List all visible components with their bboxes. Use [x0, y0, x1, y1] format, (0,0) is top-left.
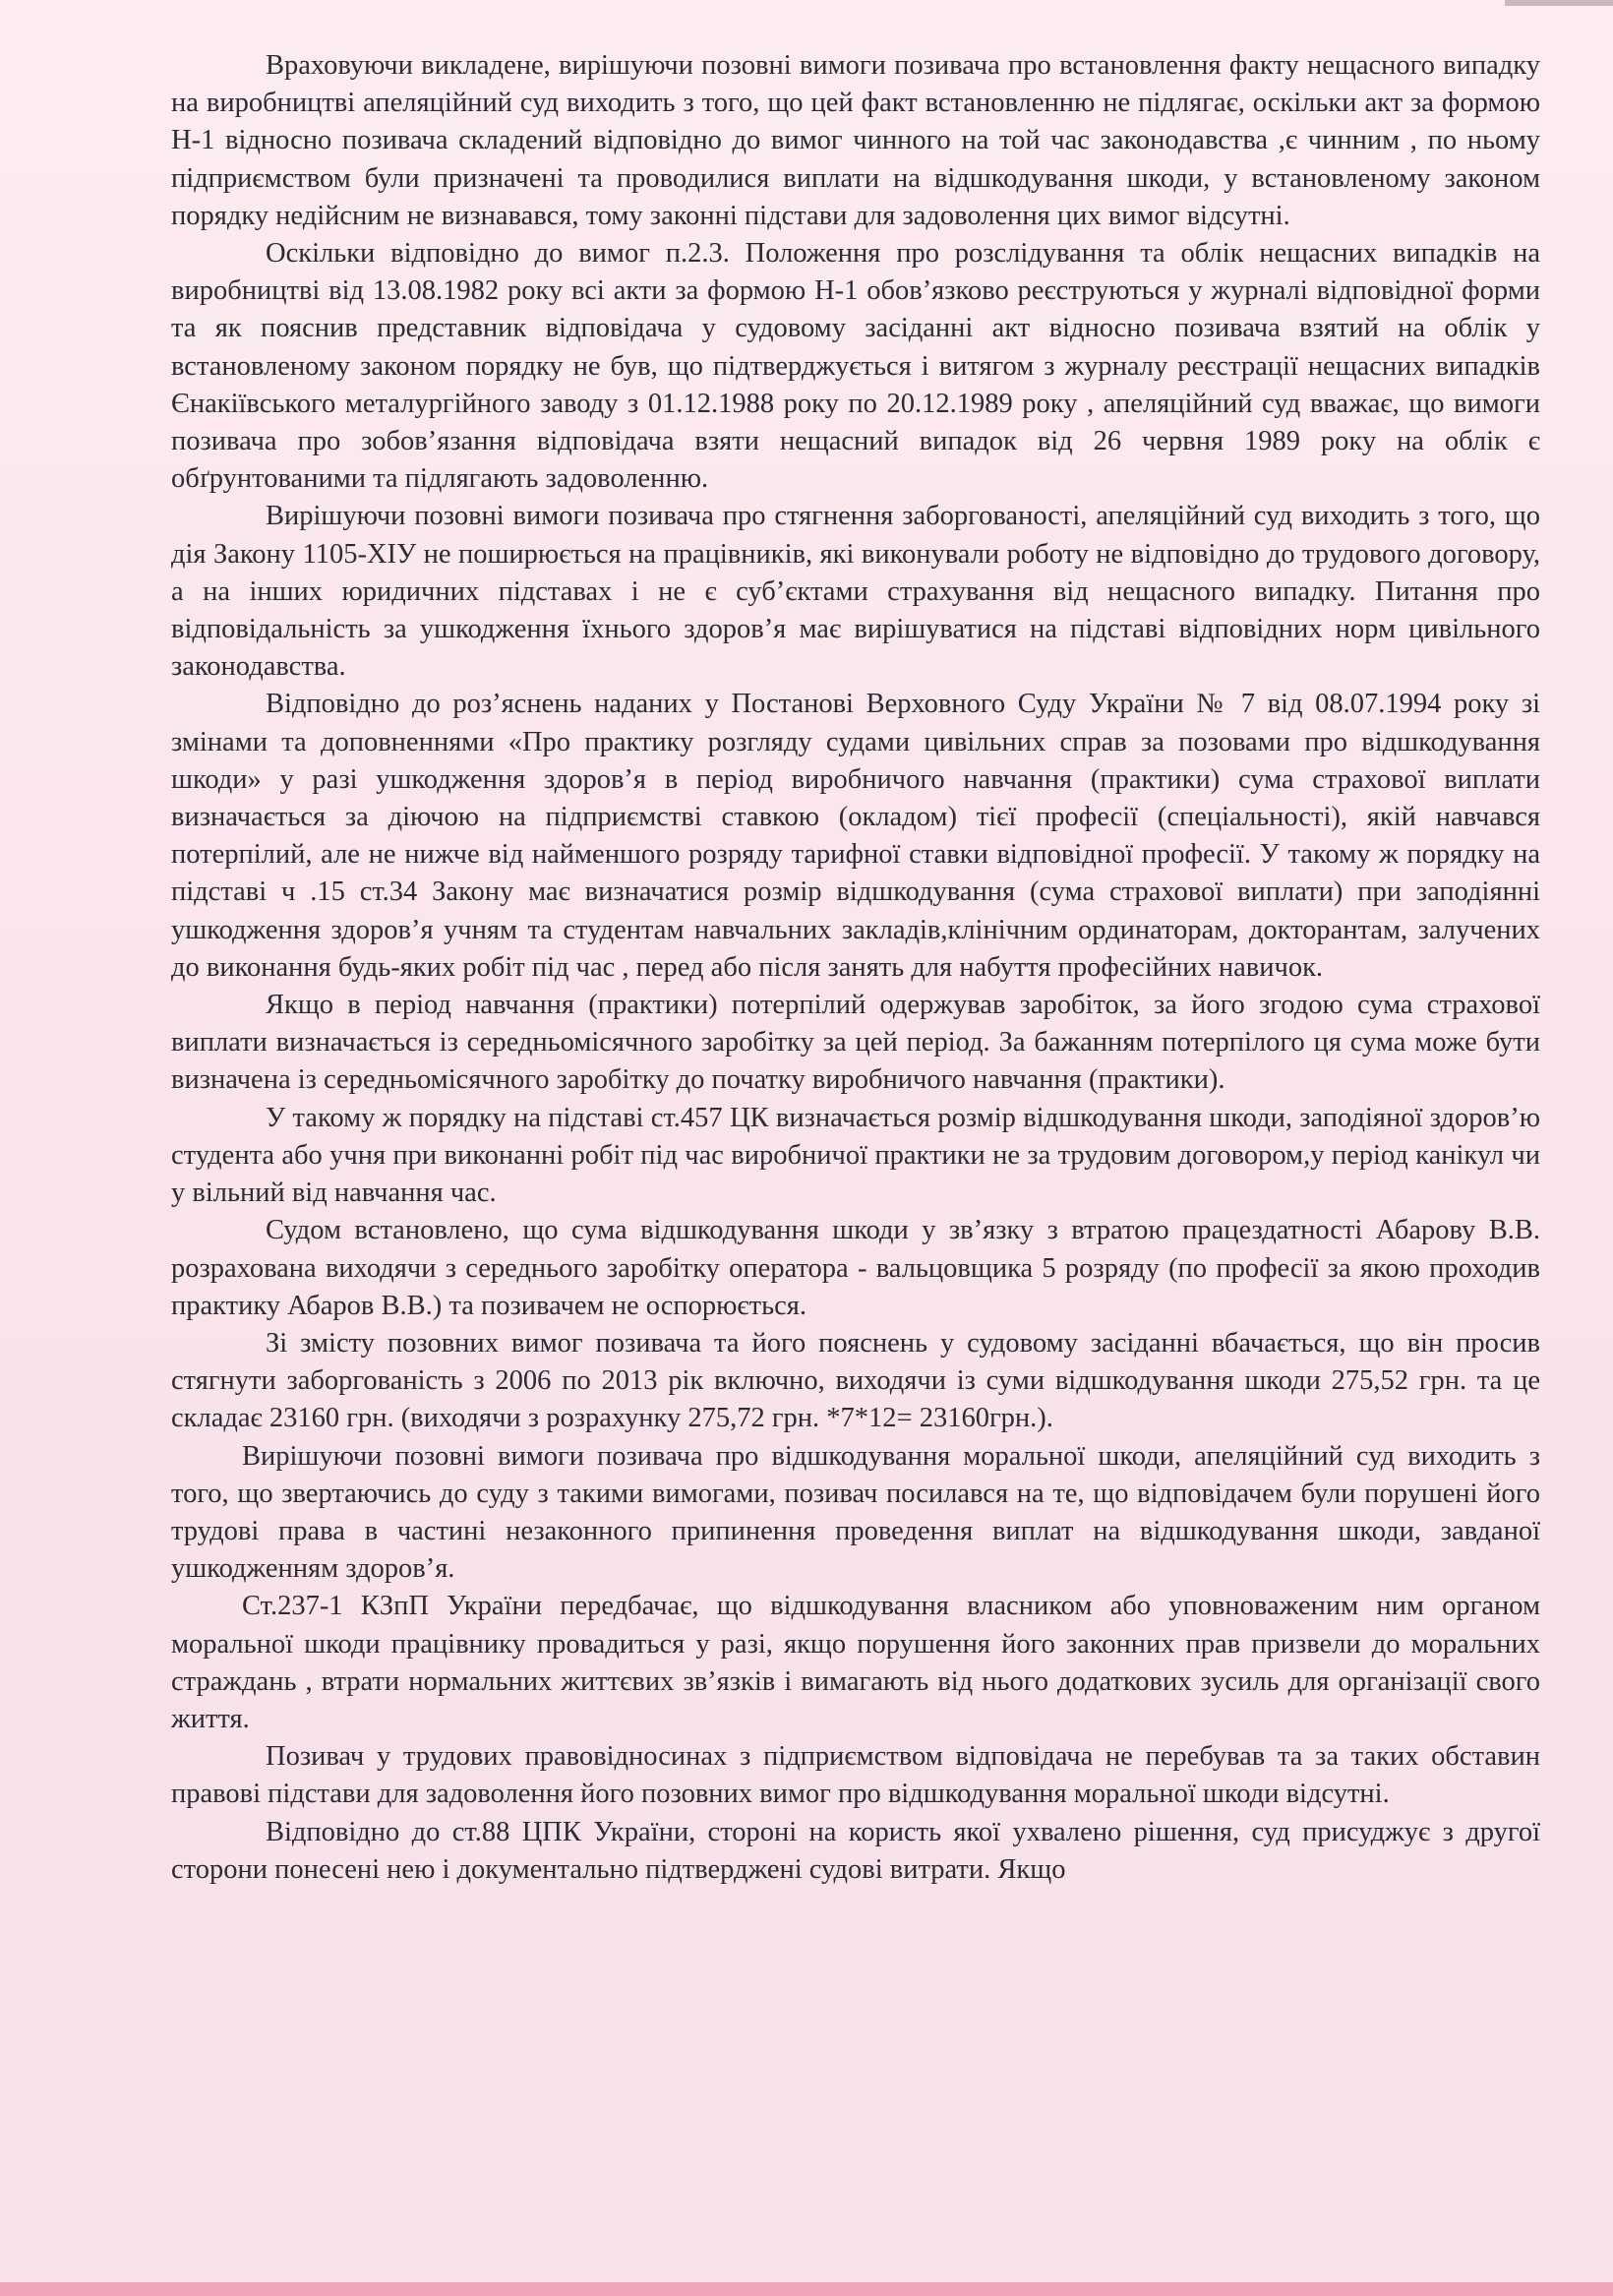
paragraph-12: Відповідно до ст.88 ЦПК України, стороні на користь якої ухвалено рішення, суд присуджує з другої сторони понесені нею і документально підтверджені судові витрати. Якщо [171, 1816, 1540, 1885]
scan-edge-bottom [0, 2282, 1613, 2296]
paragraph-1: Враховуючи викладене, вирішуючи позовні вимоги позивача про встановлення факту нещасного випадку на виробництві апеляційний суд виходить з того, що цей факт встановленню не підлягає, оскільки акт за формою Н-1 відносно позивача складений відповідно до вимог чинного на той час законодавства ,є чинним , по ньому підприємством були призначені та проводилися виплати на відшкодування шкоди, у встановленому законом порядку недійсним не визнавався, тому законні підстави для задоволення цих вимог відсутні. [171, 50, 1540, 231]
paragraph-8: Зі змісту позовних вимог позивача та його пояснень у судовому засіданні вбачається, що він просив стягнути заборгованість з 2006 по 2013 рік включно, виходячи із суми відшкодування шкоди 275,52 грн. та це складає 23160 грн. (виходячи з розрахунку 275,72 грн. *7*12= 23160грн.). [171, 1327, 1540, 1434]
paragraph-2: Оскільки відповідно до вимог п.2.3. Положення про розслідування та облік нещасних випадків на виробництві від 13.08.1982 року всі акти за формою Н-1 обов’язково реєструються у журналі відповідної форми та як пояснив представник відповідача у судовому засіданні акт відносно позивача взятий на облік у встановленому законом порядку не був, що підтверджується і витягом з журналу реєстрації нещасних випадків Єнакіївського металургійного заводу з 01.12.1988 року по 20.12.1989 року , апеляційний суд вважає, що вимоги позивача про зобов’язання відповідача взяти нещасний випадок від 26 червня 1989 року на облік є обґрунтованими та підлягають задоволенню. [171, 238, 1540, 495]
paragraph-9: Вирішуючи позовні вимоги позивача про відшкодування моральної шкоди, апеляційний суд виходить з того, що звертаючись до суду з такими вимогами, позивач посилався на те, що відповідачем були порушені його трудові права в частині незаконного припинення проведення виплат на відшкодування шкоди, завданої ушкодженням здоров’я. [171, 1440, 1540, 1585]
paragraph-7: Судом встановлено, що сума відшкодування шкоди у зв’язку з втратою працездатності Абарову В.В. розрахована виходячи з середнього заробітку оператора - вальцовщика 5 розряду (по професії за якою проходив практику Абаров В.В.) та позивачем не оспорюється. [171, 1215, 1540, 1321]
paragraph-11: Позивач у трудових правовідносинах з підприємством відповідача не перебував та за таких обставин правові підстави для задоволення його позовних вимог про відшкодування моральної шкоди відсутні. [171, 1741, 1540, 1810]
paragraph-10: Ст.237-1 КЗпП України передбачає, що відшкодування власником або уповноваженим ним органом моральної шкоди працівнику провадиться у разі, якщо порушення його законних прав призвели до моральних страждань , втрати нормальних життєвих зв’язків і вимагають від нього додаткових зусиль для організації свого життя. [171, 1591, 1540, 1734]
scan-edge-top [1505, 0, 1613, 6]
paragraph-6: У такому ж порядку на підставі ст.457 ЦК визначається розмір відшкодування шкоди, заподіяної здоров’ю студента або учня при виконанні робіт під час виробничої практики не за трудовим договором,у період канікул чи у вільний від навчання час. [171, 1102, 1540, 1209]
document-body [171, 47, 1540, 1889]
paragraph-4: Відповідно до роз’яснень наданих у Постанові Верховного Суду України № 7 від 08.07.1994 року зі змінами та доповненнями «Про практику розгляду судами цивільних справ за позовами про відшкодування шкоди» у разі ушкодження здоров’я в період виробничого навчання (практики) сума страхової виплати визначається за діючою на підприємстві ставкою (окладом) тієї професії (спеціальності), якій навчався потерпілий, але не нижче від найменшого розряду тарифної ставки відповідної професії. У такому ж порядку на підставі ч .15 ст.34 Закону має визначатися розмір відшкодування (сума страхової виплати) при заподіянні ушкодження здоров’я учням та студентам навчальних закладів,клінічним ординаторам, докторантам, залучених до виконання будь-яких робіт під час , перед або після занять для набуття професійних навичок. [171, 689, 1540, 983]
paragraph-3: Вирішуючи позовні вимоги позивача про стягнення заборгованості, апеляційний суд виходить з того, що дія Закону 1105-ХІУ не поширюється на працівників, які виконували роботу не відповідно до трудового договору, а на інших юридичних підставах і не є суб’єктами страхування від нещасного випадку. Питання про відповідальність за ушкодження їхнього здоров’я має вирішуватися на підставі відповідних норм цивільного законодавства. [171, 501, 1540, 683]
paragraph-5: Якщо в період навчання (практики) потерпілий одержував заробіток, за його згодою сума страхової виплати визначається із середньомісячного заробітку за цей період. За бажанням потерпілого ця сума може бути визначена із середньомісячного заробітку до початку виробничого навчання (практики). [171, 990, 1540, 1096]
